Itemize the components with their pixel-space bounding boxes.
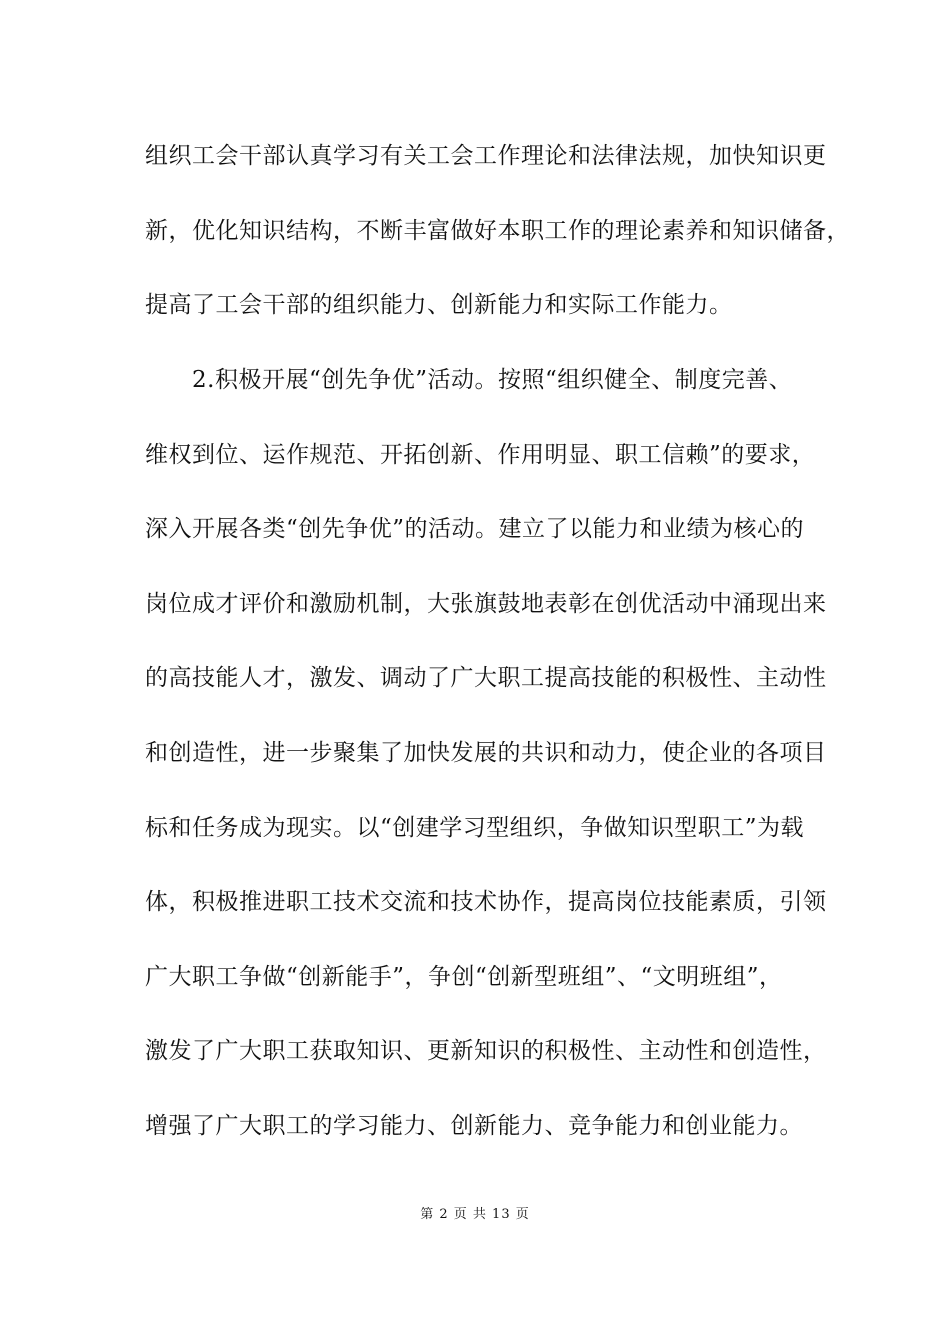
body-text-line: 增强了广大职工的学习能力、创新能力、竞争能力和创业能力。 [145, 1113, 803, 1139]
body-text-line: 的高技能人才，激发、调动了广大职工提高技能的积极性、主动性 [145, 665, 827, 691]
page-number-footer: 第 2 页 共 13 页 [420, 1207, 530, 1222]
body-text-line: 广大职工争做“创新能手”，争创“创新型班组”、“文明班组”， [145, 964, 783, 990]
body-text-line: 标和任务成为现实。以“创建学习型组织，争做知识型职工”为载 [145, 815, 805, 841]
body-text-line: 深入开展各类“创先争优”的活动。建立了以能力和业绩为核心的 [145, 516, 805, 542]
body-text-line: 和创造性，进一步聚集了加快发展的共识和动力，使企业的各项目 [145, 740, 827, 766]
body-text-line: 新，优化知识结构，不断丰富做好本职工作的理论素养和知识储备， [145, 218, 850, 244]
body-text-line: 体，积极推进职工技术交流和技术协作，提高岗位技能素质，引领 [145, 889, 827, 915]
body-text-line: 激发了广大职工获取知识、更新知识的积极性、主动性和创造性， [145, 1038, 827, 1064]
body-text-line: 岗位成才评价和激励机制，大张旗鼓地表彰在创优活动中涌现出来 [145, 591, 827, 617]
body-text-line: 维权到位、运作规范、开拓创新、作用明显、职工信赖”的要求， [145, 442, 816, 468]
body-text-line: 组织工会干部认真学习有关工会工作理论和法律法规，加快知识更 [145, 143, 827, 169]
body-text-line: 提高了工会干部的组织能力、创新能力和实际工作能力。 [145, 292, 733, 318]
section-heading-line: 2.积极开展“创先争优”活动。按照“组织健全、制度完善、 [145, 367, 793, 393]
